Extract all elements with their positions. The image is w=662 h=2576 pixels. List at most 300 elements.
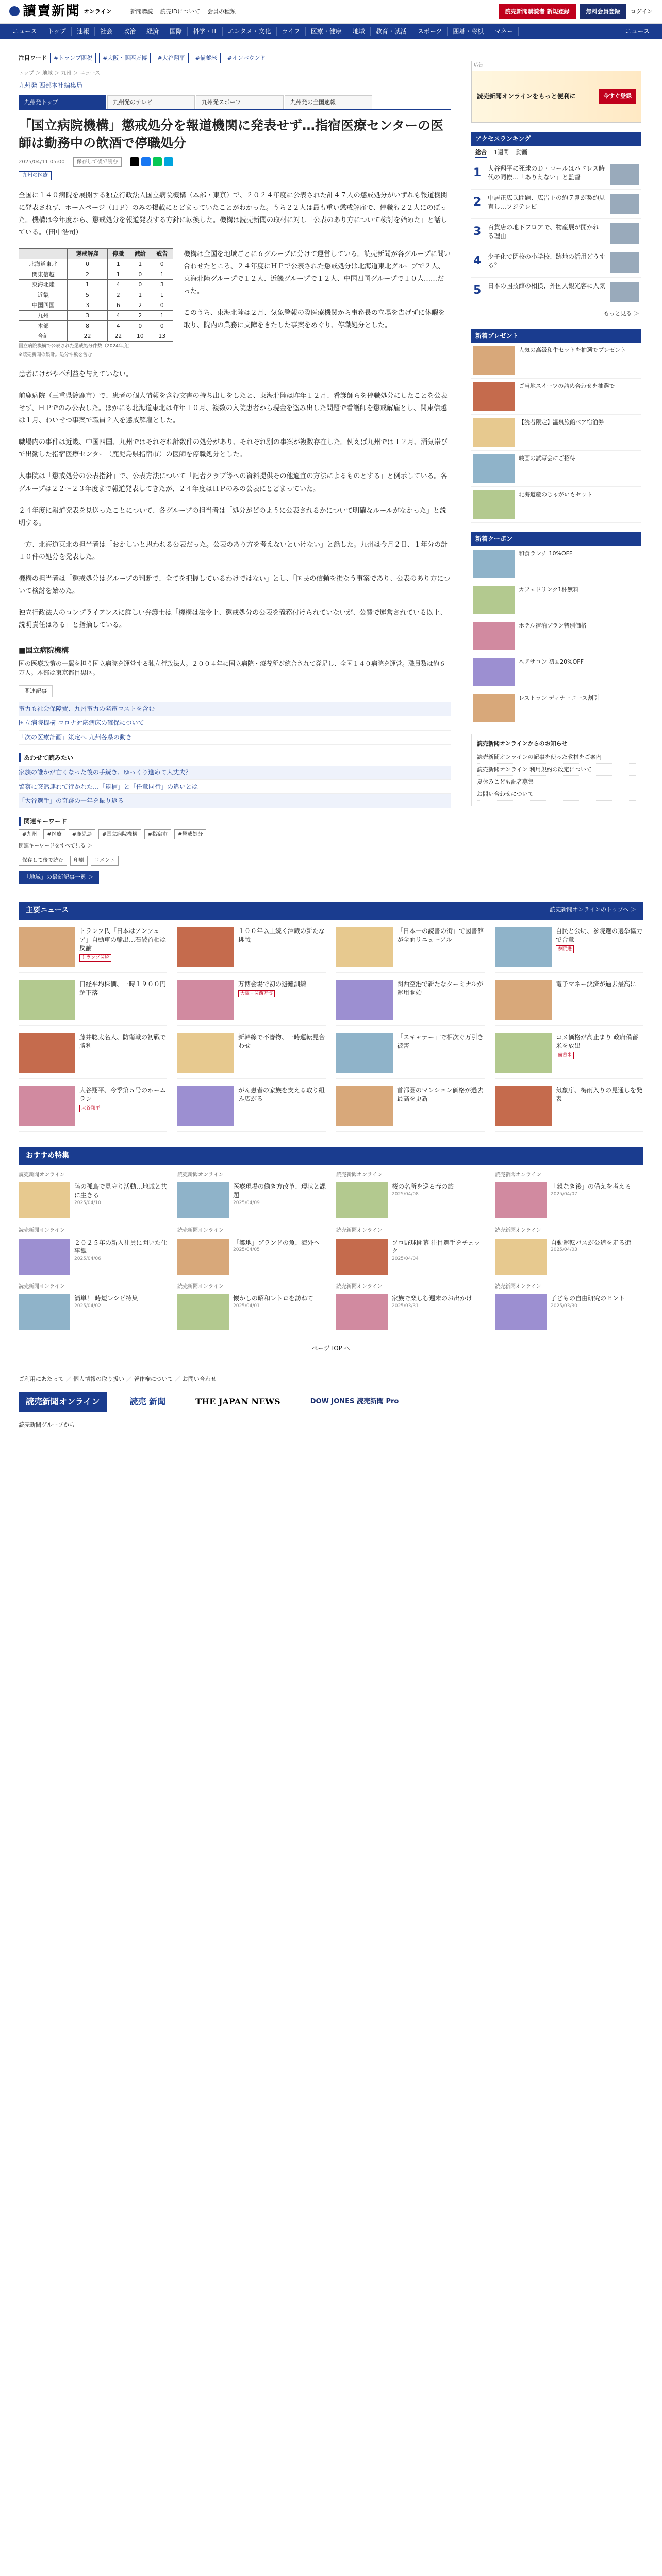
news-thumbnail [336,1033,393,1073]
register-button[interactable]: 読売新聞購読者 新規登録 [499,4,576,19]
recommend-card[interactable] [19,1283,167,1331]
keyword-chip[interactable]: #鹿児島 [69,829,95,840]
article-paragraph: 独立行政法人のコンプライアンスに詳しい弁護士は「機構は法令上、懲戒処分の公表を義務付けられていないが、公費で運営されている以上、説明責任はある」と指摘している。 [19,608,447,629]
recommend-thumbnail [177,1294,229,1330]
present-item[interactable] [471,451,641,487]
facebook-share-icon[interactable] [141,157,151,166]
trend-chip[interactable]: #大谷翔平 [154,53,188,63]
news-title: 自民と公明、参院選の選挙協力で合意 [556,927,643,943]
news-tag[interactable]: 参院選 [556,945,574,953]
footer-logo-dowjones[interactable]: DOW JONES 読売新聞 Pro [310,1397,399,1405]
present-image [473,490,515,519]
recommend-thumbnail [495,1239,547,1275]
news-card[interactable] [495,1086,643,1132]
table-cell: 3 [68,300,107,311]
recommend-title: 医療現場の働き方改革、現状と課題 [233,1183,326,1199]
nav-item[interactable]: 地域 [347,27,371,37]
nav-item[interactable]: ライフ [277,27,306,37]
recommend-thumbnail [336,1182,388,1218]
table-cell: 1 [129,290,151,300]
tab-kyushu-top[interactable]: 九州発トップ [19,95,106,109]
table-cell: 2 [68,269,107,279]
notice-heading: 読売新聞オンラインからのお知らせ [477,740,568,747]
recommend-source: 読売新聞オンライン [177,1227,326,1235]
main-news-more-link[interactable]: 読売新聞オンラインのトップへ ＞ [550,906,636,913]
table-cell: 3 [151,280,173,290]
coupon-image [473,694,515,722]
news-tag[interactable]: 備蓄米 [556,1052,574,1059]
news-card[interactable] [19,980,167,1026]
recommend-title: 懐かしの昭和レトロを訪ねて [233,1295,313,1302]
logo-mark-icon [9,6,20,16]
table-cell: 0 [129,269,151,279]
ranking-number: 5 [473,283,482,297]
nav-item[interactable]: 教育・就活 [371,27,412,37]
ranking-text: 中居正広氏問題、広告主の約７割が契約見直し…フジテレビ [488,194,606,210]
coupon-item[interactable] [471,582,641,618]
table-cell: 本部 [19,321,68,331]
tab-kyushu-sports[interactable]: 九州発スポーツ [196,95,284,109]
article-title: 「国立病院機構」懲戒処分を報道機関に発表せず…指宿医療センターの医師は勤務中の飲酒で停職処分 [19,118,444,150]
article-paragraph: 機構の担当者は「懲戒処分はグループの判断で、全てを把握しているわけではない」とし、「国民の信頼を損なう事案であり、公表のあり方について検討を始めた。 [19,574,450,595]
recommend-date: 2025/04/01 [233,1303,260,1309]
ranking-item[interactable] [471,160,641,190]
present-text: 北海道産のじゃがいもセット [519,491,592,498]
news-title: コメ価格が高止まり 政府備蓄米を放出 [556,1033,638,1049]
recommend-card[interactable] [495,1283,643,1331]
site-footer [0,1367,662,1437]
recommend-date: 2025/04/08 [392,1191,419,1197]
notice-item[interactable]: 読売新聞オンライン 利用規約の改定について [477,764,636,776]
nav-item[interactable]: 科学・IT [188,27,223,37]
coupon-item[interactable] [471,618,641,654]
ranking-item[interactable] [471,278,641,307]
news-title: 藤井聡太名人、防衛戦の初戦で勝利 [79,1033,167,1049]
site-logo[interactable] [9,1,112,22]
table-cell: 2 [129,311,151,321]
recommend-header [19,1147,643,1165]
nav-item[interactable]: トップ [42,27,72,37]
article-paragraph: 一方、北海道東北の担当者は「おかしいと思われる公表だった。公表のあり方を考えないといけない」と話した。九州は今月２日、１年分の計１０件の処分を発表した。 [19,540,448,561]
table-cell: 0 [129,321,151,331]
table-cell: 九州 [19,311,68,321]
coupon-heading: 新着クーポン [471,532,641,546]
coupon-text: カフェドリンク1杯無料 [519,586,579,593]
recommend-source: 読売新聞オンライン [19,1227,167,1235]
nav-item[interactable]: スポーツ [412,27,448,37]
coupon-text: 和食ランチ 10%OFF [519,550,573,557]
coupon-image [473,586,515,614]
trend-chip[interactable]: #大阪・関西万博 [99,53,151,63]
header-link-subscribe[interactable]: 新聞購読 [130,8,153,15]
recommend-thumbnail [177,1239,229,1275]
recommend-card[interactable] [19,1171,167,1219]
table-row [19,300,173,311]
region-latest-button[interactable]: 「地域」の最新記事一覧 ＞ [19,871,99,884]
table-cell: 1 [68,280,107,290]
line-share-icon[interactable] [153,157,162,166]
comment-button[interactable]: コメント [91,856,119,866]
news-title: トランプ氏「日本はアンフェア」自動車の輸出…石破首相は反論 [79,927,167,952]
ranking-number: 2 [473,195,482,209]
recommend-card[interactable] [336,1171,485,1219]
sidebar [471,39,641,884]
news-card[interactable] [495,1033,643,1079]
news-tag[interactable]: 大阪・関西万博 [238,990,275,998]
related-link[interactable]: 「次の医療計画」策定へ 九州各県の動き [19,731,451,745]
table-cell: 東海北陸 [19,280,68,290]
article-figure [19,248,173,359]
ranking-text: 大谷翔平に死球のＤ・コールはパドレス時代の同僚…「ありえない」と監督 [488,164,605,181]
table-cell: 合計 [19,331,68,342]
table-cell: 関東信越 [19,269,68,279]
hatena-share-icon[interactable] [164,157,173,166]
news-title: 大谷翔平、今季第５号のホームラン [79,1086,167,1103]
present-image [473,418,515,447]
header-link-member[interactable]: 会員の種類 [207,8,236,15]
recommend-date: 2025/04/05 [233,1247,260,1253]
table-row [19,259,173,269]
recommend-thumbnail [495,1294,547,1330]
news-card[interactable] [336,980,485,1026]
news-card[interactable] [177,980,326,1026]
coupon-text: レストラン ディナーコース割引 [519,694,599,701]
ranking-item[interactable] [471,248,641,278]
news-thumbnail [177,1086,234,1126]
keyword-chip[interactable]: #国立病院機構 [98,829,141,840]
coupon-image [473,658,515,686]
figure-caption: 国立病院機構で公表された懲戒処分件数（2024年度） [19,344,133,349]
article-date: 2025/04/11 05:00 [19,159,65,165]
coupon-item[interactable] [471,654,641,690]
table-cell: 2 [107,290,129,300]
nav-item[interactable]: 医療・健康 [306,27,347,37]
news-card[interactable] [177,1086,326,1132]
recommend-source: 読売新聞オンライン [177,1171,326,1180]
ranking-thumbnail [610,282,639,302]
also-read-link[interactable]: 警察に突然連れて行かれた…「逮捕」と「任意同行」の違いとは [19,780,451,794]
table-cell: 1 [151,290,173,300]
footer-logo-shimbun[interactable]: 読売 新聞 [129,1396,166,1406]
news-card[interactable] [19,1033,167,1079]
share-buttons [130,157,173,166]
table-header: 戒告 [151,248,173,259]
news-tag[interactable]: トランプ関税 [79,954,111,962]
recommend-source: 読売新聞オンライン [19,1171,167,1180]
news-tag[interactable]: 大谷翔平 [79,1105,102,1112]
recommend-card[interactable] [495,1171,643,1219]
present-item[interactable] [471,343,641,379]
nav-item[interactable]: ニュース [625,27,650,35]
present-item[interactable] [471,415,641,451]
related-link[interactable]: 国立病院機構 コロナ対応病床の確保について [19,716,451,731]
ranking-thumbnail [610,223,639,244]
news-thumbnail [495,927,552,967]
article-paragraph: 全国に１４０病院を展開する独立行政法人国立病院機構（本部・東京）で、２０２４年度に公表された計４７人の懲戒処分がいずれも報道機関に発表されず、ホームページ（ＨＰ）のみの掲載にとどまっていたことがわかった。うち２２人は最も重い懲戒解雇で、停職も２２人にのぼった。機構は今年度から、懲戒処分を報道発表する方針に転換した。機構は読売新聞の取材に対し「公表のあり方について検討を始めた」と話している。（田中浩司） [19,191,448,236]
recommend-title: 陸の孤島で見守り活動…地域と共に生きる [74,1183,168,1199]
ranking-heading: アクセスランキング [471,132,641,146]
ranking-more-link[interactable]: もっと見る ＞ [603,310,639,317]
article-category-pill[interactable]: 九州の医療 [19,171,52,180]
table-cell: 1 [151,311,173,321]
recommend-title: 「親なき後」の備えを考える [551,1183,632,1191]
table-cell: 4 [107,280,129,290]
recommend-title: 家族で楽しむ週末のお出かけ [392,1295,473,1302]
news-title: 「日本一の読書の街」で図書館が全面リニューアル [397,927,484,943]
news-title: 日経平均株価、一時１９００円超下落 [79,980,167,996]
news-card[interactable] [336,927,485,973]
news-title: 万博会場で初の避難訓練 [238,980,307,988]
logo-text: 讀賣新聞 [23,4,81,20]
ranking-text: 日本の国技館の相撲、外国人観光客に人気 [488,282,606,290]
footer-logo-online[interactable]: 読売新聞オンライン [19,1392,107,1413]
news-title: １００年以上続く酒蔵の新たな挑戦 [238,927,325,943]
nav-item[interactable]: 政治 [118,27,141,37]
ranking-tab-video[interactable]: 動画 [516,148,527,156]
keyword-list [19,829,451,840]
nav-item[interactable]: 速報 [72,27,95,37]
article-paragraph: ２４年度に報道発表を見送ったことについて、各グループの担当者は「処分がどのように公表されるかについて明確なルールがなかった」と説明する。 [19,506,446,527]
recommend-thumbnail [177,1182,229,1218]
member-button[interactable]: 無料会員登録 [580,4,626,19]
table-cell: 0 [151,321,173,331]
news-thumbnail [495,1033,552,1073]
trend-chip[interactable]: #インバウンド [224,53,269,63]
promo-title: 読売新聞オンラインをもっと便利に [477,92,576,100]
news-thumbnail [177,980,234,1020]
coupon-list [471,546,641,726]
recommend-thumbnail [336,1239,388,1275]
ranking-number: 3 [473,225,482,238]
ranking-text: 百貨店の地下フロアで、物産展が開かれる理由 [488,223,600,240]
section-tag: 九州発 西部本社編集局 [19,81,82,89]
article-column [19,39,451,884]
news-thumbnail [495,1086,552,1126]
present-item[interactable] [471,379,641,415]
header-link-yomiuri-id[interactable]: 読売IDについて [160,8,201,15]
recommend-title: 桜の名所を巡る春の旅 [392,1183,454,1191]
table-header [19,248,68,259]
recommend-thumbnail [19,1239,70,1275]
news-card[interactable] [495,980,643,1026]
ranking-text: 少子化で閉校の小学校、跡地の活用どうする？ [488,252,606,269]
footer-links[interactable]: ご利用にあたって ／ 個人情報の取り扱い ／ 著作権について ／ お問い合わせ [19,1375,217,1382]
table-cell: 10 [129,331,151,342]
breadcrumb[interactable]: トップ ＞ 地域 ＞ 九州 ＞ ニュース [19,71,101,77]
recommend-thumbnail [336,1294,388,1330]
notice-box [471,734,641,806]
table-cell: 0 [151,259,173,269]
recommend-card[interactable] [495,1227,643,1275]
also-read-heading: あわせて読みたい [19,753,451,763]
recommend-title: 子どもの自由研究のヒント [551,1295,625,1302]
article-body [19,190,451,632]
recommend-source: 読売新聞オンライン [336,1227,485,1235]
recommend-title: プロ野球開幕 注目選手をチェック [392,1239,481,1255]
coupon-item[interactable] [471,546,641,582]
notice-item[interactable]: お問い合わせについて [477,788,636,801]
recommend-card[interactable] [177,1283,326,1331]
also-read-link[interactable]: 家族の誰かが亡くなった後の手続き、ゆっくり進めて大丈夫？ [19,766,451,780]
coupon-text: ホテル宿泊プラン特別価格 [519,622,587,629]
present-text: ご当地スイーツの詰め合わせを抽選で [519,383,615,390]
present-text: 人気の高級和牛セットを抽選でプレゼント [519,347,626,354]
main-news-header [19,902,643,920]
present-image [473,382,515,411]
recommend-card[interactable] [177,1227,326,1275]
recommend-card[interactable] [19,1227,167,1275]
table-row [19,269,173,279]
news-title: がん患者の家族を支える取り組み広がる [238,1086,325,1103]
notice-item[interactable]: 読売新聞オンラインの記事を使った教材をご案内 [477,751,636,764]
ranking-item[interactable] [471,219,641,248]
news-card[interactable] [336,1033,485,1079]
table-cell: 4 [107,311,129,321]
ranking-number: 4 [473,254,482,267]
nav-item[interactable]: 社会 [95,27,118,37]
nav-item[interactable]: エンタメ・文化 [223,27,277,37]
recommend-title: 「築地」ブランドの魚、海外へ [233,1239,320,1246]
recommend-source: 読売新聞オンライン [495,1283,643,1292]
news-card[interactable] [177,1033,326,1079]
recommend-card[interactable] [177,1171,326,1219]
table-cell: 0 [129,280,151,290]
related-link[interactable]: 電力も社会保障費、九州電力の発電コストを含む [19,702,451,717]
news-title: 首都圏のマンション価格が過去最高を更新 [397,1086,484,1103]
table-row [19,331,173,342]
article-paragraph: 職場内の事件は近畿、中国四国、九州ではそれぞれ計数件の処分があり、それぞれ別の事案が複数存在した。例えば九州では１２月、酒気帯びで出勤した指宿医療センター（鹿児島県指宿市）の医師を停職処分とした。 [19,438,448,459]
ranking-list [471,160,641,307]
nav-item[interactable]: 経済 [141,27,164,37]
table-cell: 6 [107,300,129,311]
recommend-thumbnail [495,1182,547,1218]
x-share-icon[interactable] [130,157,139,166]
recommend-date: 2025/04/06 [74,1256,101,1262]
trend-label: 注目ワード [19,55,47,61]
keyword-chip[interactable]: #医療 [43,829,65,840]
site-header [0,0,662,24]
news-card[interactable] [495,927,643,973]
also-read-link[interactable]: 「大谷選手」の奇跡の一年を振り返る [19,794,451,808]
recommend-card[interactable] [336,1227,485,1275]
news-thumbnail [177,1033,234,1073]
recommend-source: 読売新聞オンライン [336,1283,485,1292]
news-thumbnail [495,980,552,1020]
info-text: 国の医療政策の一翼を担う国立病院を運営する独立行政法人。２００４年に国立病院・療養所が統合されて発足し、全国１４０病院を運営。職員数は約６万人。本部は東京都目黒区。 [19,659,446,677]
news-card[interactable] [19,927,167,973]
sidebar-ad[interactable] [471,61,641,123]
keyword-chip[interactable]: #指宿市 [144,829,171,840]
news-thumbnail [19,927,75,967]
recommend-date: 2025/04/03 [551,1247,577,1253]
recommend-source: 読売新聞オンライン [177,1283,326,1292]
discipline-table [19,248,173,342]
table-cell: 0 [151,300,173,311]
news-title: 気象庁、梅雨入りの見通しを発表 [556,1086,643,1103]
nav-item[interactable]: マネー [489,27,519,37]
news-thumbnail [177,927,234,967]
ad-label: 広告 [474,63,484,68]
keywords-heading: 関連キーワード [19,817,451,826]
page-top-link[interactable]: ページTOP へ [311,1345,351,1352]
table-cell: 1 [151,269,173,279]
keyword-chip[interactable]: #懲戒処分 [174,829,206,840]
news-card[interactable] [19,1086,167,1132]
trend-chip[interactable]: #備蓄米 [192,53,221,63]
table-row [19,280,173,290]
recommend-thumbnail [19,1294,70,1330]
coupon-item[interactable] [471,690,641,726]
recommend-title: ２０２５年の新入社員に聞いた仕事観 [74,1239,168,1255]
news-thumbnail [19,1033,75,1073]
news-thumbnail [19,980,75,1020]
table-cell: 北海道東北 [19,259,68,269]
nav-item[interactable]: 国際 [164,27,188,37]
save-button[interactable]: 保存して後で読む [73,157,122,167]
table-cell: 1 [107,269,129,279]
recommend-thumbnail [19,1182,70,1218]
save-later-button[interactable]: 保存して後で読む [19,856,67,866]
section-tabs [19,95,451,110]
print-button[interactable]: 印刷 [70,856,88,866]
table-row [19,311,173,321]
ranking-number: 1 [473,166,482,179]
recommend-card[interactable] [336,1283,485,1331]
info-title: ■国立病院機構 [19,646,69,655]
nav-item[interactable]: ニュース [7,27,42,37]
promo-button[interactable]: 今すぐ登録 [599,89,636,104]
table-cell: 0 [68,259,107,269]
news-title: 関西空港で新たなターミナルが運用開始 [397,980,484,996]
tab-kyushu-tv[interactable]: 九州発のテレビ [107,95,195,109]
news-title: 電子マネー決済が過去最高に [556,980,637,988]
table-cell: 中国四国 [19,300,68,311]
recommend-title: 簡単！ 時短レシピ特集 [74,1295,138,1302]
recommend-date: 2025/04/04 [392,1256,419,1262]
article-paragraph: 患者にけがや不利益を与えていない。 [19,370,133,379]
news-thumbnail [336,1086,393,1126]
recommend-date: 2025/04/07 [551,1191,577,1197]
news-card[interactable] [177,927,326,973]
login-link[interactable]: ログイン [630,8,653,15]
notice-item[interactable]: 夏休みこども記者募集 [477,776,636,788]
ranking-tab-all[interactable]: 総合 [475,148,487,158]
news-title: 新幹線で不審物、一時運転見合わせ [238,1033,325,1049]
ranking-thumbnail [610,194,639,214]
table-header: 減給 [129,248,151,259]
keyword-chip[interactable]: #九州 [19,829,40,840]
nav-item[interactable]: 囲碁・将棋 [448,27,489,37]
news-card[interactable] [336,1086,485,1132]
ranking-tab-week[interactable]: 1週間 [494,148,509,156]
article-paragraph: 前鹿病院（三重県鈴鹿市）で、患者の個人情報を含む文書の持ち出しをしたと、東海北陸は昨年１２月、看護師らを停職処分にしたことを公表せず、ＨＰでのみ公表した。ほかにも北海道東北は昨年１０月、複数の入院患者から現金を盗み出した問題で看護師を懲戒解雇とし、関東信越は１月、わいせつ事案で職員２人を懲戒解雇とした。 [19,392,448,425]
trend-chip[interactable]: #トランプ関税 [50,53,96,63]
news-thumbnail [336,927,393,967]
figure-note: ※読売新聞の集計。処分件数を含む [19,352,92,358]
table-row [19,321,173,331]
tab-kyushu-national[interactable]: 九州発の全国速報 [285,95,372,109]
table-cell: 13 [151,331,173,342]
all-keywords-link[interactable]: 関連キーワードをすべて見る ＞ [19,843,92,850]
footer-logo-japan-news[interactable]: THE JAPAN NEWS [195,1396,280,1406]
main-news-grid [19,927,643,1132]
coupon-image [473,550,515,578]
news-thumbnail [19,1086,75,1126]
ranking-item[interactable] [471,190,641,219]
recommend-source: 読売新聞オンライン [495,1227,643,1235]
recommend-date: 2025/04/02 [74,1303,101,1309]
present-item[interactable] [471,487,641,523]
